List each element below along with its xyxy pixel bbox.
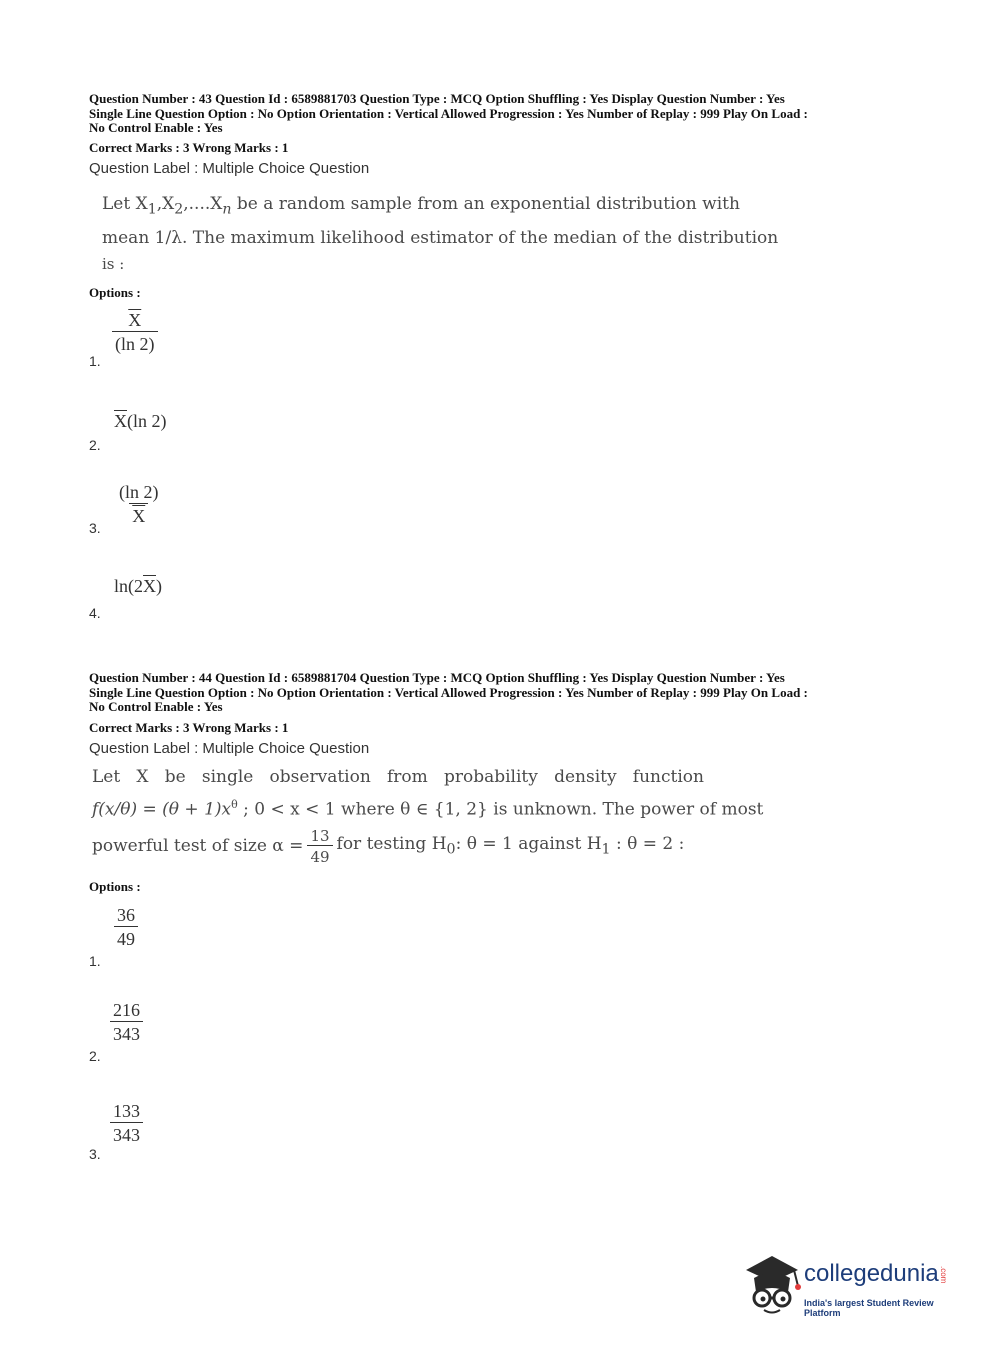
- question-stem: Let X be single observation from probability density function $f(x/\theta) = (\theta + 1)x^\theta$ ; 0 < x < 1 where θ ∈ {1, 2} is unknown. The power of most powerful test of size α = $\frac{13}{49}$ for testing $H_0$: θ = 1 against $H_1$ : θ = 2 :: [92, 767, 764, 866]
- options-title: Options :: [89, 879, 141, 894]
- question-stem: Let $X_1,X_2,....X_n$ be a random sample from an exponential distribution with mean 1/λ. The maximum likelihood estimator of the median of the distribution is :: [102, 194, 779, 274]
- question-marks: Correct Marks : 3 Wrong Marks : 1: [89, 140, 289, 155]
- option-1-number: 1.: [89, 953, 101, 969]
- mascot-icon: [742, 1248, 804, 1318]
- question-meta: Question Number : 44 Question Id : 6589881704 Question Type : MCQ Option Shuffling : Yes Display Question Number : Yes Single Line Question Option : No Option Orientation : Vertical Allowed Progression : Yes Number of Replay : 999 Play On Load : No Control Enable : Yes: [89, 670, 808, 714]
- question-label: Question Label : Multiple Choice Question: [89, 740, 370, 757]
- option-2-value[interactable]: $\overline{X}(\ln$ 2): [114, 411, 167, 431]
- question-label: Question Label : Multiple Choice Question: [89, 160, 370, 177]
- option-3-value[interactable]: $\frac{133}{343}$: [110, 1101, 143, 1146]
- option-2-number: 2.: [89, 1048, 101, 1064]
- option-4-number: 4.: [89, 605, 101, 621]
- option-3-number: 3.: [89, 1146, 101, 1162]
- option-1-number: 1.: [89, 353, 101, 369]
- option-2-value[interactable]: $\frac{216}{343}$: [110, 1000, 143, 1045]
- collegedunia-logo: [742, 1248, 972, 1318]
- option-3-number: 3.: [89, 520, 101, 536]
- option-1-value[interactable]: $\frac{\overline{X}}{(\ln 2)}$: [112, 310, 158, 355]
- options-title: Options :: [89, 285, 141, 300]
- question-meta: Question Number : 43 Question Id : 6589881703 Question Type : MCQ Option Shuffling : Yes Display Question Number : Yes Single Line Question Option : No Option Orientation : Vertical Allowed Progression : Yes Number of Replay : 999 Play On Load : No Control Enable : Yes: [89, 91, 808, 135]
- option-2-number: 2.: [89, 437, 101, 453]
- option-3-value[interactable]: $\frac{(\ln 2)}{X}$: [119, 482, 159, 526]
- option-1-value[interactable]: $\frac{36}{49}$: [114, 905, 138, 950]
- option-4-value[interactable]: $\ln(2\overline{X})$: [114, 576, 162, 596]
- question-marks: Correct Marks : 3 Wrong Marks : 1: [89, 720, 289, 735]
- logo-tagline: India's largest Student Review Platform: [804, 1298, 934, 1318]
- logo-wordmark: collegedunia.com: [804, 1260, 948, 1287]
